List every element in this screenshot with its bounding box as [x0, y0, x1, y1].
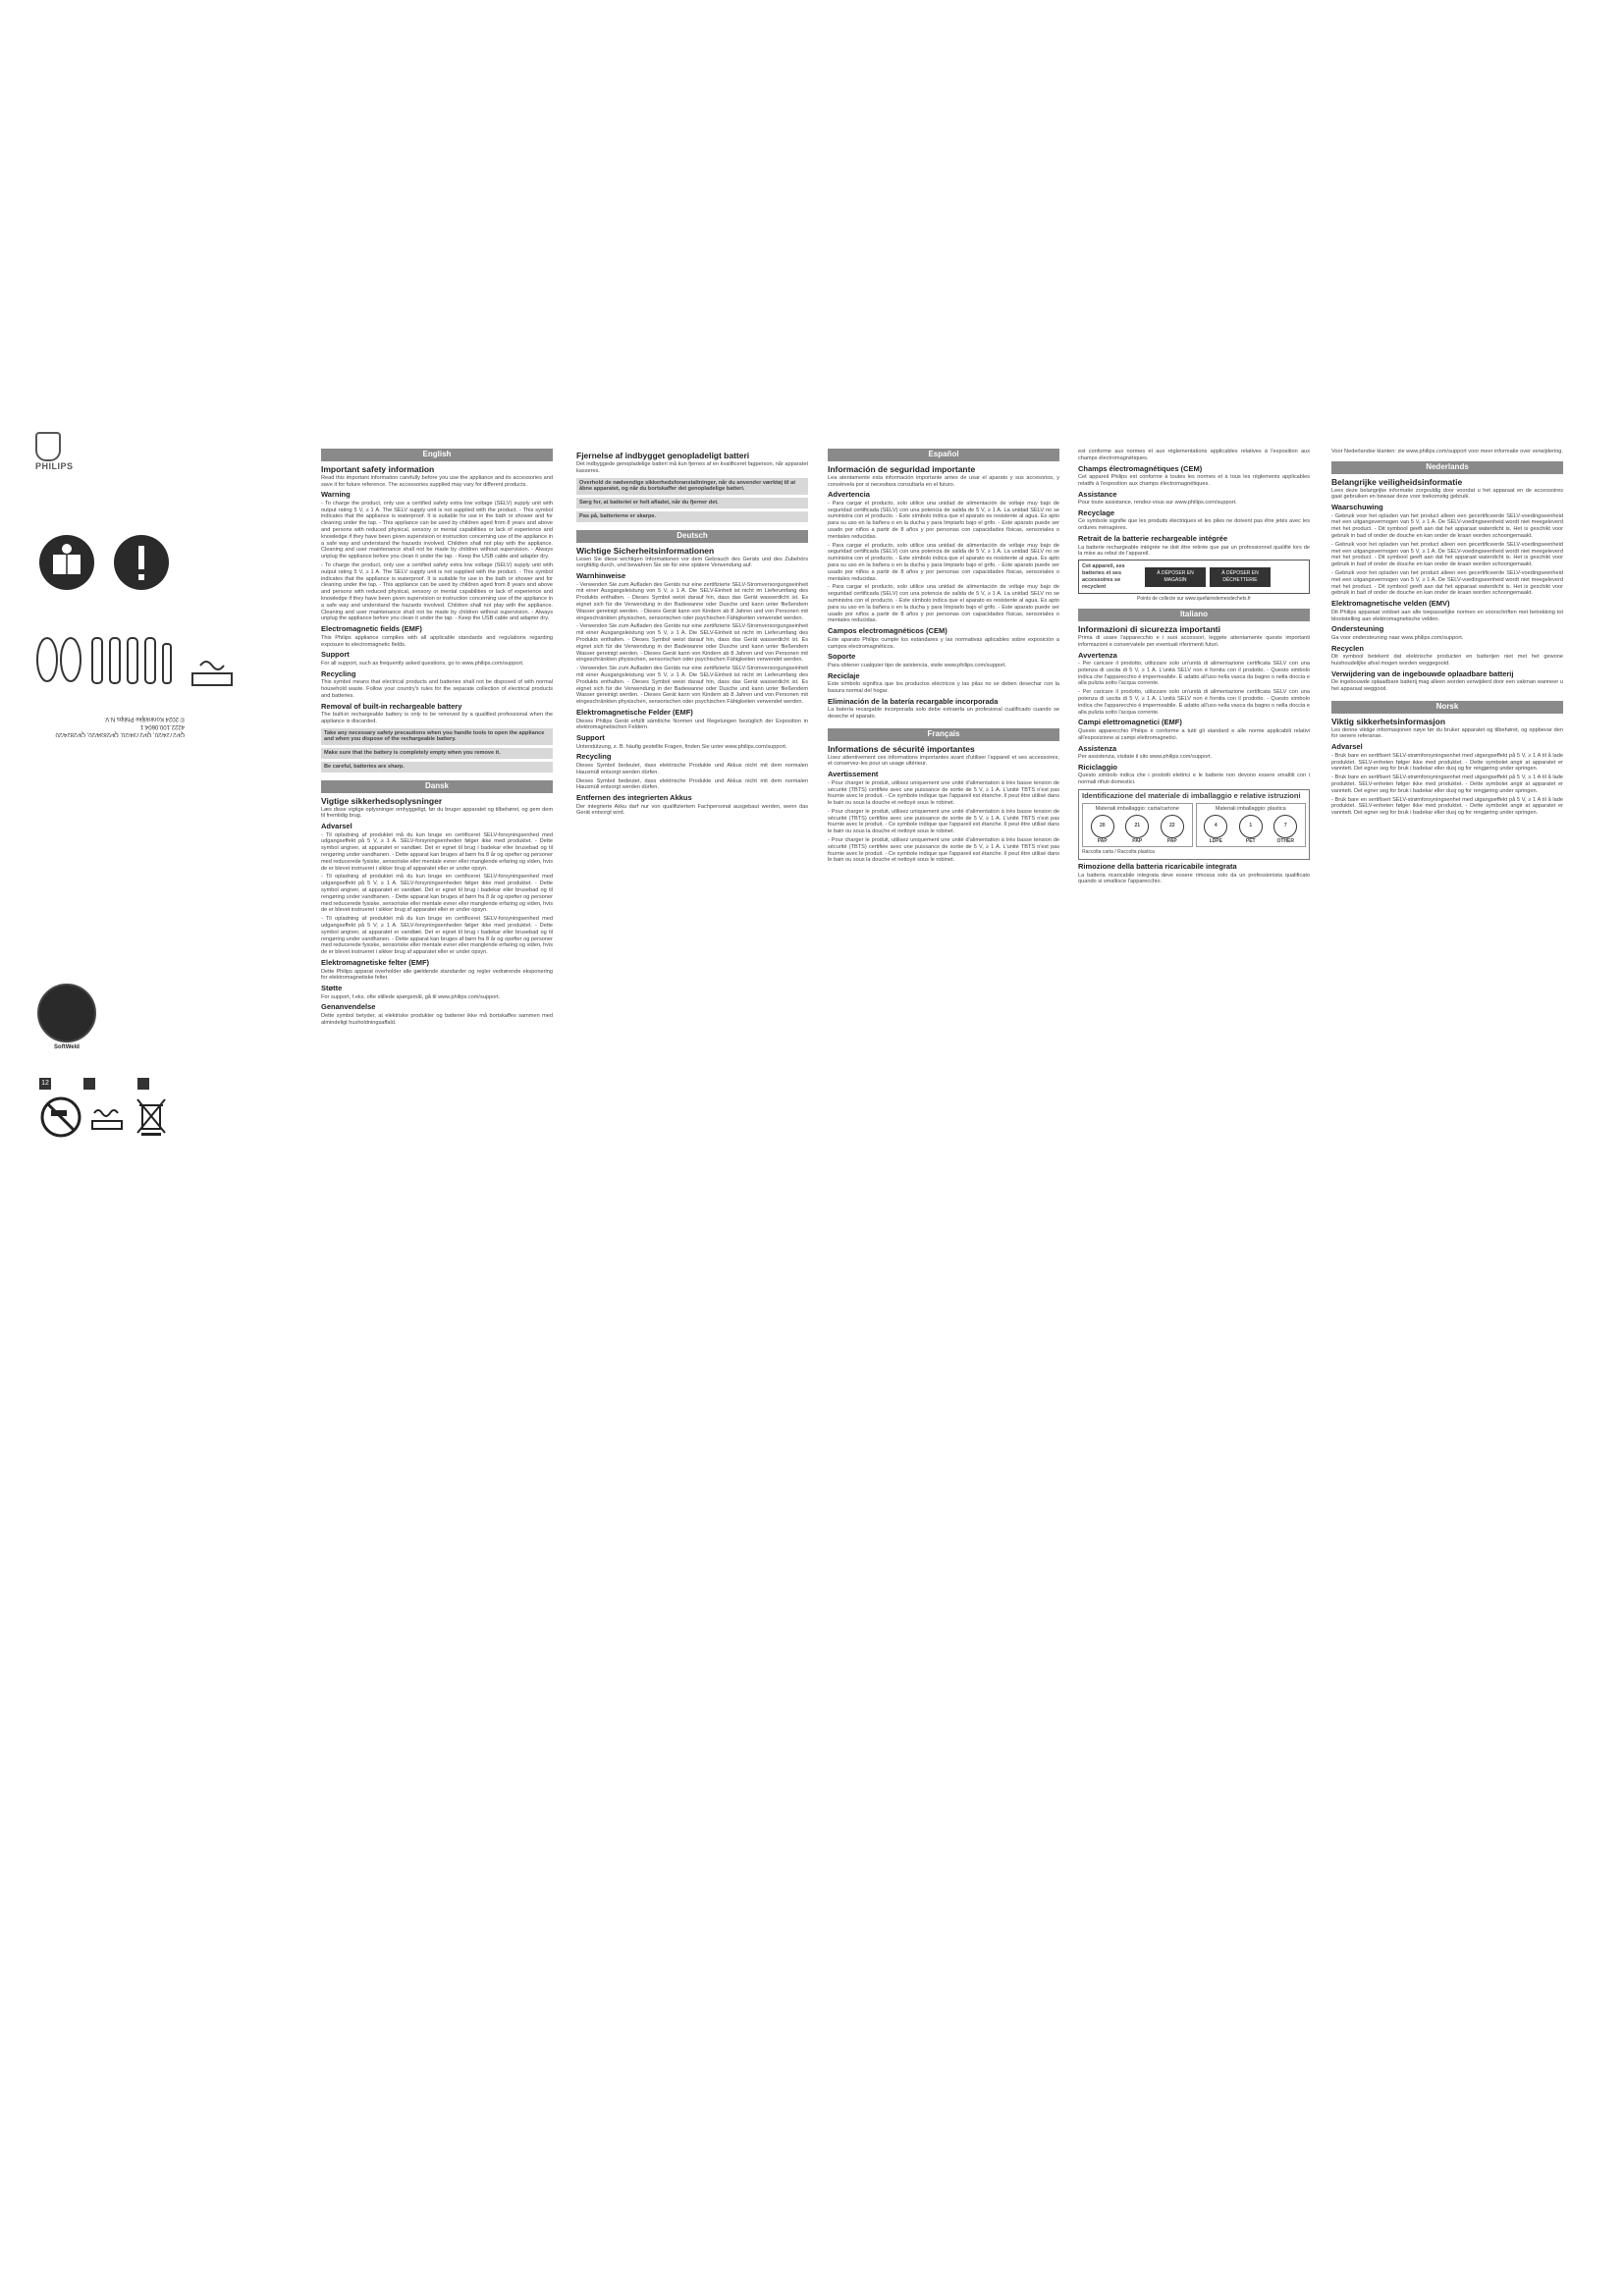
- triman-url: Points de collecte sur www.quefairedemesdechets.fr: [1137, 596, 1251, 603]
- no-water-tap-icon: [39, 1095, 82, 1144]
- nl-warning-text-2: - Gebruik voor het opladen van het product alleen een gecertificeerde SELV-voedingseenheid met een uitgangsvermogen van 5 V, ≥ 1 A. De SELV-voedingseenheid wordt niet meegeleverd met het product. - Dit symbool geeft aan dat het apparaat waterdicht is. Het is geschikt voor gebruik in bad of onder de douche en kan onder de kraan worden schoongemaakt.: [1331, 541, 1563, 568]
- code-pap-1: PAP: [1097, 837, 1108, 844]
- en-safety-box-2: Make sure that the battery is completely empty when you remove it.: [321, 748, 553, 759]
- fr-assist-heading: Assistance: [1078, 489, 1117, 499]
- da-warning-text-2: - Til opladning af produktet må du kun bruge en certificeret SELV-forsyningsenhed med udgangseffekt på 5 V, ≥ 1 A. SELV-forsyningsenheden følger ikke med produktet. - Dette symbol angiver, at apparatet er vandtæt. Det er egnet til brug i badekar eller brusebad og til rengøring under vandhanen. - Dette apparat kan bruges af børn fra 8 år og opefter og personer med reducerede fysiske, sensoriske eller mentale evner eller manglende erfaring og viden, hvis de er blevet instrueret i sikker brug af apparatet eller er under opsyn.: [321, 874, 553, 914]
- es-removal-text: La batería recargable incorporada solo debe extraerla un profesional cualificado cuando se deseche el aparato.: [828, 707, 1059, 721]
- recycle-20-icon: 20: [1091, 815, 1114, 838]
- fr-warning-heading: Avertissement: [828, 770, 879, 779]
- it-removal-text: La batteria ricaricabile integrata deve essere rimossa solo da un professionista qualificato quando si smaltisce l'apparecchio.: [1078, 872, 1310, 885]
- lang-bar-francais: Français: [828, 728, 1059, 741]
- lang-bar-dansk: Dansk: [321, 780, 553, 793]
- product-code: QP2724/20, QP2734/20, QP2834/20, QP2824/20: [55, 731, 185, 737]
- it-warning-text: - Per caricare il prodotto, utilizzare solo un'unità di alimentazione certificata SELV con una potenza di uscita di 5 V, ≥ 1 A. L'unità SELV non è fornita con il prodotto. - Questo simbolo indica che l'apparecchio è impermeabile. È adatto all'uso nella vasca da bagno o nella doccia e alla pulizia sotto l'acqua corrente.: [1078, 661, 1310, 687]
- nl-emv-text: Dit Philips apparaat voldoet aan alle toepasselijke normen en voorschriften met betrekking tot blootstelling aan elektromagnetische velden.: [1331, 609, 1563, 622]
- da-emf-text: Dette Philips apparat overholder alle gældende standarder og regler vedrørende eksponering for elektromagnetiske felter.: [321, 968, 553, 982]
- da-warning-text: - Til opladning af produktet må du kun bruge en certificeret SELV-forsyningsenhed med udgangseffekt på 5 V, ≥ 1 A. SELV-forsyningsenheden følger ikke med produktet. - Dette symbol angiver, at apparatet er vandtæt. Det er egnet til brug i badekar eller brusebad og til rengøring under vandhanen. - Dette apparat kan bruges af børn fra 8 år og opefter og personer med reducerede fysiske, sensoriske eller mentale evner eller manglende erfaring og viden, hvis de er blevet instrueret i sikker brug af apparatet eller er under opsyn.: [321, 831, 553, 872]
- it-recycling-heading: Riciclaggio: [1078, 762, 1118, 772]
- es-removal-heading: Eliminación de la batería recargable incorporada: [828, 696, 999, 706]
- triman-store: À DÉPOSER EN MAGASIN: [1145, 567, 1206, 587]
- badge-12: [39, 1078, 51, 1090]
- packaging-plastic-label: Materiali imballaggio: plastica: [1215, 805, 1286, 812]
- fr-assist-text: Pour toute assistance, rendez-vous sur www.philips.com/support.: [1078, 500, 1237, 507]
- packaging-title: Identificazione del materiale di imballaggio e relative istruzioni: [1082, 790, 1301, 800]
- nl-warning-text-3: - Gebruik voor het opladen van het product alleen een gecertificeerde SELV-voedingseenheid met een uitgangsvermogen van 5 V, ≥ 1 A. De SELV-voedingseenheid wordt niet meegeleverd met het product. - Dit symbool geeft aan dat het apparaat waterdicht is. Het is geschikt voor gebruik in bad of onder de douche en kan onder de kraan worden schoongemaakt.: [1331, 570, 1563, 597]
- nl-support-heading: Ondersteuning: [1331, 624, 1384, 634]
- column-deutsch: [576, 449, 808, 819]
- en-recycling-text: This symbol means that electrical products and batteries shall not be disposed of with normal household waste. Follow your country's rules for the separate collection of electrical products and batteries.: [321, 679, 553, 699]
- nl-emv-heading: Elektromagnetische velden (EMV): [1331, 599, 1450, 609]
- en-title: Important safety information: [321, 463, 435, 474]
- softweld-icon: [37, 984, 96, 1042]
- da-safety-box-1: Overhold de nødvendige sikkerhedsforanstaltninger, når du anvender værktøj til at åbne apparatet, og når du bortskaffer det genopladelige batteri.: [576, 478, 808, 496]
- it-assist-heading: Assistenza: [1078, 743, 1117, 753]
- warning-icon: [112, 533, 171, 597]
- en-warning-text: - To charge the product, only use a certified safety extra low voltage (SELV) supply unit with output rating 5 V, ≥ 1 A. The SELV supply unit is not supplied with the product. - This symbol indicates that the appliance is waterproof. It is suitable for use in the bath or shower and for cleaning under the tap. - This appliance can be used by children aged from 8 years and above and persons with reduced physical, sensory or mental capabilities or lack of experience and knowledge if they have been given supervision or instruction concerning use of the appliance in a safe way and understand the hazards involved. Children shall not play with the appliance. Cleaning and user maintenance shall not be made by children without supervision. - Always unplug the appliance before you clean it under the tap. - Keep the USB cable and adapter dry.: [321, 500, 553, 561]
- it-assist-text: Per assistenza, visitate il sito www.philips.com/support.: [1078, 754, 1213, 761]
- no-warning-text-2: - Bruk bare en sertifisert SELV-strømforsyningsenhet med utgangseffekt på 5 V, ≥ 1 A til å lade produktet. SELV-enheten følger ikke med produktet. - Dette symbolet angir at apparatet er vanntett. Det egner seg for bruk i badekar eller dusj og for rengjøring under springen.: [1331, 774, 1563, 794]
- da-support-text: For support, f.eks. ofte stillede spørgsmål, gå til www.philips.com/support.: [321, 993, 501, 1000]
- column-nederlands: [1331, 449, 1563, 819]
- column-english: [321, 449, 553, 1029]
- da-removal-text: Det indbyggede genopladelige batteri må kun fjernes af en kvalificeret fagperson, når apparatet kasseres.: [576, 461, 808, 474]
- recycle-22-icon: 22: [1161, 815, 1184, 838]
- nl-top-text: Voor Nederlandse klanten: zie www.philips.com/support voor meer informatie over verwijdering.: [1331, 449, 1563, 454]
- fr-removal-heading: Retrait de la batterie rechargeable intégrée: [1078, 534, 1228, 544]
- es-support-heading: Soporte: [828, 652, 856, 662]
- recycle-4-icon: 4: [1204, 815, 1227, 838]
- code-ldpe: LDPE: [1209, 837, 1222, 844]
- fr-warning-text: - Pour charger le produit, utilisez uniquement une unité d'alimentation à très basse tension de sécurité (TBTS) certifiée avec une puissance de sortie de 5 V, ≥ 1 A. L'unité TBTS n'est pas fournie avec le produit. - Ce symbole indique que l'appareil est étanche. Il peut être utilisé dans le bain ou sous la douche et nettoyé sous le robinet.: [828, 779, 1059, 807]
- column-espanol: [828, 449, 1059, 866]
- lang-bar-deutsch: Deutsch: [576, 530, 808, 543]
- no-intro: Les denne viktige informasjonen nøye før du bruker apparatet og tilbehøret, og oppbevar den for senere referanse.: [1331, 726, 1563, 740]
- nl-warning-heading: Waarschuwing: [1331, 503, 1383, 512]
- es-emf-text: Este aparato Philips cumple los estándares y las normativas aplicables sobre exposición a campos electromagnéticos.: [828, 636, 1059, 650]
- product-code-block: [37, 715, 185, 738]
- doc-number: 4222.100.0604.1: [139, 723, 185, 729]
- de-intro: Lesen Sie diese wichtigen Informationen vor dem Gebrauch des Geräts und des Zubehörs sorgfältig durch, und bewahren Sie sie für eine spätere Verwendung auf.: [576, 556, 808, 569]
- es-intro: Lea atentamente esta información importante antes de usar el aparato y sus accesorios, y consérvela por si necesitara consultarla en el futuro.: [828, 474, 1059, 488]
- nl-warning-text: - Gebruik voor het opladen van het product alleen een gecertificeerde SELV-voedingseenheid met een uitgangsvermogen van 5 V, ≥ 1 A. De SELV-voedingseenheid wordt niet meegeleverd met het product. - Dit symbool geeft aan dat het apparaat waterdicht is. Het is geschikt voor gebruik in bad of onder de douche en kan onder de kraan worden schoongemaakt.: [1331, 512, 1563, 540]
- column-italiano: [1078, 449, 1310, 887]
- product-accessories-illustration: [35, 630, 251, 694]
- da-warning-text-3: - Til opladning af produktet må du kun bruge en certificeret SELV-forsyningsenhed med udgangseffekt på 5 V, ≥ 1 A. SELV-forsyningsenheden følger ikke med produktet. - Dette symbol angiver, at apparatet er vandtæt. Det er egnet til brug i badekar eller brusebad og til rengøring under vandhanen. - Dette apparat kan bruges af børn fra 8 år og opefter og personer med reducerede fysiske, sensoriske eller mentale evner eller manglende erfaring og viden, hvis de er blevet instrueret i sikker brug af apparatet eller er under opsyn.: [321, 916, 553, 956]
- badge-square-2: [83, 1078, 95, 1090]
- en-support-heading: Support: [321, 650, 350, 660]
- lang-bar-english: English: [321, 449, 553, 461]
- en-intro: Read this important information carefully before you use the appliance and its accessories and save it for future reference. The accessories supplied may vary for different products.: [321, 474, 553, 488]
- en-warning-text-2: - To charge the product, only use a certified safety extra low voltage (SELV) supply unit with output rating 5 V, ≥ 1 A. The SELV supply unit is not supplied with the product. - This symbol indicates that the appliance is waterproof. It is suitable for use in the bath or shower and for cleaning under the tap. - This appliance can be used by children aged from 8 years and above and persons with reduced physical, sensory or mental capabilities or lack of experience and knowledge if they have been given supervision or instruction concerning use of the appliance in a safe way and understand the hazards involved. Children shall not play with the appliance. Cleaning and user maintenance shall not be made by children without supervision. - Always unplug the appliance before you clean it under the tap. - Keep the USB cable and adapter dry.: [321, 562, 553, 622]
- nl-intro: Lees deze belangrijke informatie zorgvuldig door voordat u het apparaat en de accessoires gaat gebruiken en bewaar deze voor toekomstig gebruik.: [1331, 487, 1563, 501]
- it-title: Informazioni di sicurezza importanti: [1078, 623, 1220, 634]
- packaging-id-box: [1078, 789, 1310, 860]
- en-emf-text: This Philips appliance complies with all applicable standards and regulations regarding exposure to electromagnetic fields.: [321, 634, 553, 648]
- it-warning-heading: Avvertenza: [1078, 650, 1117, 660]
- nl-removal-text: De ingebouwde oplaadbare batterij mag alleen worden verwijderd door een vakman wanneer u het apparaat weggooit.: [1331, 679, 1563, 693]
- read-manual-icon: [37, 533, 96, 597]
- fr-title: Informations de sécurité importantes: [828, 743, 975, 754]
- fr-continued-text: est conforme aux normes et aux réglementations applicables relatives à l'exposition aux champs électromagnétiques.: [1078, 449, 1310, 461]
- es-warning-text: - Para cargar el producto, solo utilice una unidad de alimentación de voltaje muy bajo de seguridad certificada (SELV) con una potencia de salida de 5 V, ≥ 1 A. La unidad SELV no se suministra con el producto. - Este símbolo indica que el aparato es resistente al agua. Es apto para su uso en la bañera o en la ducha y para limpiarlo bajo el grifo. - Este aparato puede ser usado por niños a partir de 8 años y por personas con capacidades físicas, sensoriales o mentales reducidas.: [828, 500, 1059, 540]
- recycle-21-icon: 21: [1125, 815, 1149, 838]
- fr-intro: Lisez attentivement ces informations importantes avant d'utiliser l'appareil et ses accessoires, et conservez-les pour un usage ultérieur.: [828, 754, 1059, 768]
- en-removal-heading: Removal of built-in rechargeable battery: [321, 701, 462, 711]
- es-warning-text-3: - Para cargar el producto, solo utilice una unidad de alimentación de voltaje muy bajo de seguridad certificada (SELV) con una potencia de salida de 5 V, ≥ 1 A. La unidad SELV no se suministra con el producto. - Este símbolo indica que el aparato es resistente al agua. Es apto para su uso en la bañera o en la ducha y para limpiarlo bajo el grifo. - Este aparato puede ser usado por niños a partir de 8 años y por personas con capacidades físicas, sensoriales o mentales reducidas.: [828, 584, 1059, 624]
- da-warning-heading: Advarsel: [321, 822, 352, 831]
- es-recycling-text: Este símbolo significa que los productos eléctricos y las pilas no se deben desechar con la basura normal del hogar.: [828, 681, 1059, 694]
- fr-removal-text: La batterie rechargeable intégrée ne doit être retirée que par un professionnel qualifié lors de la mise au rebut de l'appareil.: [1078, 544, 1310, 558]
- de-warning-heading: Warnhinweise: [576, 571, 626, 581]
- softweld-label: SoftWeld: [54, 1044, 80, 1050]
- nl-recycling-heading: Recyclen: [1331, 643, 1364, 653]
- triman-box: [1078, 560, 1310, 594]
- nl-removal-heading: Verwijdering van de ingebouwde oplaadbare batterij: [1331, 668, 1514, 678]
- packaging-paper-label: Materiali imballaggio: carta/cartone: [1095, 805, 1179, 812]
- da-safety-box-3: Pas på, batterierne er skarpe.: [576, 511, 808, 522]
- recycle-1-icon: 1: [1239, 815, 1263, 838]
- da-support-heading: Støtte: [321, 984, 343, 993]
- es-recycling-heading: Reciclaje: [828, 670, 860, 680]
- en-emf-heading: Electromagnetic fields (EMF): [321, 624, 422, 634]
- fr-recycling-heading: Recyclage: [1078, 507, 1115, 517]
- fr-emf-text: Cet appareil Philips est conforme à toutes les normes et à tous les règlements applicables relatifs à l'exposition aux champs électromagnétiques.: [1078, 474, 1310, 487]
- no-warning-heading: Advarsel: [1331, 742, 1363, 752]
- de-support-heading: Support: [576, 733, 605, 743]
- de-support-text: Unterstützung, z. B. häufig gestellte Fragen, finden Sie unter www.philips.com/support.: [576, 743, 787, 750]
- philips-shield-icon: [35, 432, 61, 461]
- es-emf-heading: Campos electromagnéticos (CEM): [828, 626, 947, 636]
- de-recycling-text-2: Dieses Symbol bedeutet, dass elektrische Produkte und Akkus nicht mit dem normalen Hausmüll entsorgt werden dürfen.: [576, 777, 808, 791]
- en-support-text: For all support, such as frequently asked questions, go to www.philips.com/support.: [321, 660, 524, 667]
- fr-recycling-text: Ce symbole signifie que les produits électriques et les piles ne doivent pas être jetés avec les ordures ménagères.: [1078, 518, 1310, 532]
- no-title: Viktig sikkerhetsinformasjon: [1331, 716, 1446, 726]
- da-recycling-heading: Genanvendelse: [321, 1002, 376, 1012]
- code-pap-2: PAP: [1132, 837, 1143, 844]
- fr-warning-text-3: - Pour charger le produit, utilisez uniquement une unité d'alimentation à très basse tension de sécurité (TBTS) certifiée avec une puissance de sortie de 5 V, ≥ 1 A. L'unité TBTS n'est pas fournie avec le produit. - Ce symbole indique que l'appareil est étanche. Il peut être utilisé dans le bain ou sous la douche et nettoyé sous le robinet.: [828, 837, 1059, 864]
- it-warning-text-2: - Per caricare il prodotto, utilizzare solo un'unità di alimentazione certificata SELV con una potenza di uscita di 5 V, ≥ 1 A. L'unità SELV non è fornita con il prodotto. - Questo simbolo indica che l'apparecchio è impermeabile. È adatto all'uso nella vasca da bagno o nella doccia e alla pulizia sotto l'acqua corrente.: [1078, 689, 1310, 716]
- es-support-text: Para obtener cualquier tipo de asistencia, visite www.philips.com/support.: [828, 662, 1006, 668]
- es-warning-heading: Advertencia: [828, 490, 870, 500]
- de-recycling-heading: Recycling: [576, 752, 612, 762]
- de-warning-text-3: - Verwenden Sie zum Aufladen des Geräts nur eine zertifizierte SELV-Stromversorgungseinheit mit einer Ausgangsleistung von 5 V, ≥ 1 A. Die SELV-Einheit ist nicht im Lieferumfang des Produkts enthalten. - Dieses Symbol weist darauf hin, dass das Gerät wasserdicht ist. Es eignet sich für die Verwendung in der Badewanne oder Dusche und kann unter fließendem Wasser gereinigt werden. - Dieses Gerät kann von Kindern ab 8 Jahren und von Personen mit eingeschränkten physischen, sensorischen oder psychischen Fähigkeiten verwendet werden.: [576, 666, 808, 706]
- de-emf-heading: Elektromagnetische Felder (EMF): [576, 708, 693, 718]
- packaging-footer: Raccolta carta / Raccolta plastica: [1082, 849, 1155, 856]
- philips-logo: [35, 432, 74, 471]
- nl-recycling-text: Dit symbool betekent dat elektrische producten en batterijen niet met het gewone huishoudelijke afval mogen worden weggegooid.: [1331, 654, 1563, 667]
- it-recycling-text: Questo simbolo indica che i prodotti elettrici e le batterie non devono essere smaltiti con i normali rifiuti domestici.: [1078, 773, 1310, 786]
- nl-title: Belangrijke veiligheidsinformatie: [1331, 476, 1463, 487]
- es-warning-text-2: - Para cargar el producto, solo utilice una unidad de alimentación de voltaje muy bajo de seguridad certificada (SELV) con una potencia de salida de 5 V, ≥ 1 A. La unidad SELV no se suministra con el producto. - Este símbolo indica que el aparato es resistente al agua. Es apto para su uso en la bañera o en la ducha y para limpiarlo bajo el grifo. - Este aparato puede ser usado por niños a partir de 8 años y por personas con capacidades físicas, sensoriales o mentales reducidas.: [828, 542, 1059, 582]
- packaging-plastic: [1196, 803, 1307, 848]
- badge-12-label: 12: [39, 1078, 51, 1090]
- it-emf-heading: Campi elettromagnetici (EMF): [1078, 718, 1182, 727]
- it-removal-heading: Rimozione della batteria ricaricabile integrata: [1078, 862, 1237, 872]
- packaging-paper: [1082, 803, 1193, 848]
- it-emf-text: Questo apparecchio Philips è conforme a tutti gli standard e alle norme applicabili relativi all'esposizione ai campi elettromagnetici.: [1078, 727, 1310, 741]
- code-other: OTHER: [1276, 837, 1294, 844]
- nl-support-text: Ga voor ondersteuning naar www.philips.com/support.: [1331, 634, 1464, 641]
- de-warning-text: - Verwenden Sie zum Aufladen des Geräts nur eine zertifizierte SELV-Stromversorgungseinheit mit einer Ausgangsleistung von 5 V, ≥ 1 A. Die SELV-Einheit ist nicht im Lieferumfang des Produkts enthalten. - Dieses Symbol weist darauf hin, dass das Gerät wasserdicht ist. Es eignet sich für die Verwendung in der Badewanne oder Dusche und kann unter fließendem Wasser gereinigt werden. - Dieses Gerät kann von Kindern ab 8 Jahren und von Personen mit eingeschränkten physischen, sensorischen oder psychischen Fähigkeiten verwendet werden.: [576, 581, 808, 621]
- crossed-bin-icon: [135, 1097, 167, 1142]
- lang-bar-nederlands: Nederlands: [1331, 461, 1563, 474]
- triman-title: Cet appareil, ses batteries et ses accessoires se recyclent: [1082, 563, 1125, 590]
- it-intro: Prima di usare l'apparecchio e i suoi accessori, leggete attentamente queste importanti informazioni e conservatele per eventuali riferimenti futuri.: [1078, 634, 1310, 648]
- de-emf-text: Dieses Philips Gerät erfüllt sämtliche Normen und Regelungen bezüglich der Exposition in elektromagnetischen Feldern.: [576, 718, 808, 731]
- lang-bar-norsk: Norsk: [1331, 701, 1563, 714]
- water-bath-icon: [90, 1101, 124, 1136]
- code-pet: PET: [1245, 837, 1256, 844]
- en-safety-box-3: Be careful, batteries are sharp.: [321, 762, 553, 773]
- no-warning-text: - Bruk bare en sertifisert SELV-strømforsyningsenhet med utgangseffekt på 5 V, ≥ 1 A til å lade produktet. SELV-enheten følger ikke med produktet. - Dette symbolet angir at apparatet er vanntett. Det egner seg for bruk i badekar eller dusj og for rengjøring under springen.: [1331, 752, 1563, 773]
- en-removal-text: The built-in rechargeable battery is only to be removed by a qualified professional when the appliance is discarded.: [321, 712, 553, 724]
- fr-emf-heading: Champs électromagnétiques (CEM): [1078, 463, 1203, 473]
- da-title: Vigtige sikkerhedsoplysninger: [321, 795, 443, 806]
- lang-bar-italiano: Italiano: [1078, 609, 1310, 621]
- es-title: Información de seguridad importante: [828, 463, 976, 474]
- copyright: © 2024 Koninklijke Philips N.V.: [104, 716, 185, 721]
- fr-warning-text-2: - Pour charger le produit, utilisez uniquement une unité d'alimentation à très basse tension de sécurité (TBTS) certifiée avec une puissance de sortie de 5 V, ≥ 1 A. L'unité TBTS n'est pas fournie avec le produit. - Ce symbole indique que l'appareil est étanche. Il peut être utilisé dans le bain ou sous la douche et nettoyé sous le robinet.: [828, 808, 1059, 835]
- de-warning-text-2: - Verwenden Sie zum Aufladen des Geräts nur eine zertifizierte SELV-Stromversorgungseinheit mit einer Ausgangsleistung von 5 V, ≥ 1 A. Die SELV-Einheit ist nicht im Lieferumfang des Produkts enthalten. - Dieses Symbol weist darauf hin, dass das Gerät wasserdicht ist. Es eignet sich für die Verwendung in der Badewanne oder Dusche und kann unter fließendem Wasser gereinigt werden. - Dieses Gerät kann von Kindern ab 8 Jahren und von Personen mit eingeschränkten physischen, sensorischen oder psychischen Fähigkeiten verwendet werden.: [576, 623, 808, 664]
- da-intro: Læs disse vigtige oplysninger omhyggeligt, før du bruger apparatet og tilbehøret, og gem dem til fremtidig brug.: [321, 806, 553, 820]
- da-removal-heading: Fjernelse af indbygget genopladeligt batteri: [576, 451, 750, 460]
- en-safety-box-1: Take any necessary safety precautions when you handle tools to open the appliance and when you dispose of the rechargeable battery.: [321, 728, 553, 746]
- da-safety-box-2: Sørg for, at batteriet er helt afladet, når du fjerner det.: [576, 498, 808, 508]
- recycle-7-icon: 7: [1273, 815, 1297, 838]
- brand-name: PHILIPS: [35, 461, 74, 471]
- en-warning-heading: Warning: [321, 490, 351, 500]
- da-recycling-text: Dette symbol betyder, at elektriske produkter og batterier ikke må bortskaffes sammen med almindeligt husholdningsaffald.: [321, 1012, 553, 1026]
- de-recycling-text: Dieses Symbol bedeutet, dass elektrische Produkte und Akkus nicht mit dem normalen Hausmüll entsorgt werden dürfen.: [576, 762, 808, 775]
- softweld-badge: [37, 984, 96, 1050]
- de-removal-heading: Entfernen des integrierten Akkus: [576, 793, 692, 803]
- de-removal-text: Der integrierte Akku darf nur von qualifiziertem Fachpersonal ausgebaut werden, wenn das Gerät entsorgt wird.: [576, 803, 808, 817]
- triman-dump: À DÉPOSER EN DÉCHETTERIE: [1210, 567, 1271, 587]
- badge-square-3: [137, 1078, 149, 1090]
- lang-bar-espanol: Español: [828, 449, 1059, 461]
- code-pap-3: PAP: [1166, 837, 1177, 844]
- da-emf-heading: Elektromagnetiske felter (EMF): [321, 958, 430, 968]
- en-recycling-heading: Recycling: [321, 668, 356, 678]
- de-title: Wichtige Sicherheitsinformationen: [576, 545, 715, 556]
- no-warning-text-3: - Bruk bare en sertifisert SELV-strømforsyningsenhet med utgangseffekt på 5 V, ≥ 1 A til å lade produktet. SELV-enheten følger ikke med produktet. - Dette symbolet angir at apparatet er vanntett. Det egner seg for bruk i badekar eller dusj og for rengjøring under springen.: [1331, 796, 1563, 817]
